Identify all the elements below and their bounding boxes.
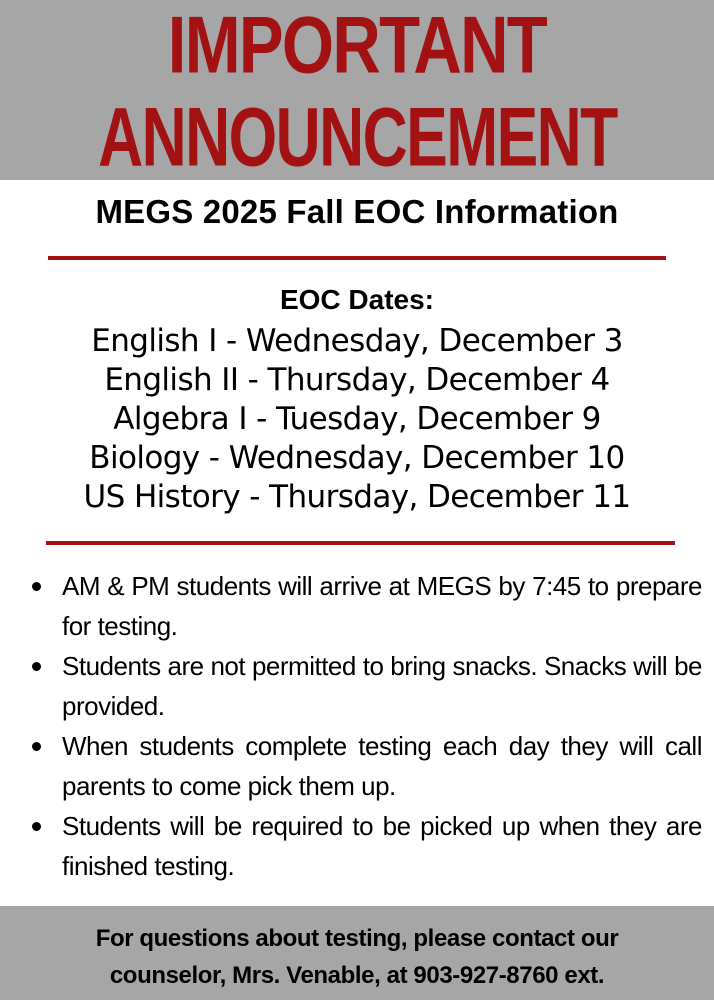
eoc-date-item: Algebra I - Tuesday, December 9 [113,401,601,437]
instruction-text: Students are not permitted to bring snacks. Snacks will be provided. [62,651,702,721]
instruction-item [28,806,702,886]
instruction-item [28,646,702,726]
eoc-dates-heading: EOC Dates: [279,284,435,315]
instruction-item [28,726,702,806]
headline-important [0,0,714,91]
contact-line-1: For questions about testing, please contact our [95,925,619,952]
eoc-dates-list [0,322,714,517]
headline-announcement [0,90,714,184]
bullet-icon [32,822,41,831]
bottom-divider [46,541,675,545]
contact-line-2: counselor, Mrs. Venable, at 903-927-8760 ext. [109,962,605,989]
headline-important-text: IMPORTANT [167,0,547,91]
instruction-text: AM & PM students will arrive at MEGS by 7:45 to prepare for testing. [62,571,702,641]
announcement-header-band [0,0,714,184]
eoc-date-item: English II - Thursday, December 4 [104,362,610,398]
instruction-text: When students complete testing each day they will call parents to come pick them up. [62,731,702,801]
instruction-text: Students will be required to be picked up when they are finished testing. [62,811,702,881]
headline-announcement-text: ANNOUNCEMENT [97,90,617,184]
contact-info [0,920,714,994]
eoc-date-item: US History - Thursday, December 11 [83,479,631,515]
instruction-item [28,566,702,646]
eoc-date-item: English I - Wednesday, December 3 [91,323,623,359]
instructions-list [28,566,702,886]
top-divider [48,256,666,260]
eoc-date-item: Biology - Wednesday, December 10 [89,440,625,476]
contact-footer-band [0,906,714,1000]
bullet-icon [32,582,41,591]
bullet-icon [32,742,41,751]
page-title: MEGS 2025 Fall EOC Information [95,193,619,230]
bullet-icon [32,662,41,671]
